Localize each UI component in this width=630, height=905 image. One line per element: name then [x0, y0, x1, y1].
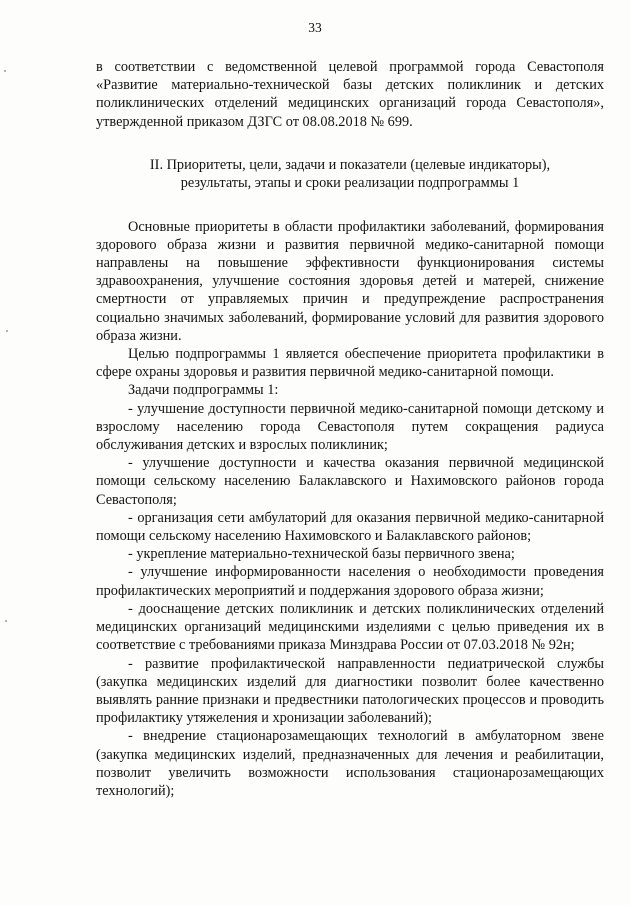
task-item: - развитие профилактической направленности педиатрической службы (закупка медицинских изделий для диагностики позволит более качественно выявлять ранние признаки и предвестники патологических процессов и проводить профилактику утяжеления и хронизации заболеваний); [96, 655, 604, 727]
task-item: - дооснащение детских поликлиник и детских поликлинических отделений медицинских организаций медицинскими изделиями с целью приведения их в соответствие с требованиями приказа Минздрава России от 07.03.2018 № 92н; [96, 600, 604, 654]
task-item: - организация сети амбулаторий для оказания первичной медико-санитарной помощи сельскому населению Нахимовского и Балаклавского районов; [96, 509, 604, 545]
section-title: II. Приоритеты, цели, задачи и показатели (целевые индикаторы), результаты, этапы и сроки реализации подпрограммы 1 [149, 156, 551, 192]
task-item: - внедрение стационарозамещающих технологий в амбулаторном звене (закупка медицинских изделий, предназначенных для лечения и реабилитации, позволит увеличить возможности использования стационарозамещающих технологий); [96, 728, 604, 799]
tasks-list [96, 400, 604, 800]
page-number: 33 [308, 20, 322, 35]
scan-speck [5, 620, 7, 622]
scan-speck [4, 70, 6, 72]
task-item: - улучшение информированности населения о необходимости проведения профилактических мероприятий и поддержания здорового образа жизни; [96, 564, 604, 599]
intro-paragraph: в соответствии с ведомственной целевой программой города Севастополя «Развитие материально-технической базы детских поликлиник и детских поликлинических отделений медицинских организаций города Севастополя», утвержденной приказом ДЗГС от 08.08.2018 № 699. [96, 59, 604, 130]
tasks-heading: Задачи подпрограммы 1: [128, 382, 279, 399]
priorities-paragraph: Основные приоритеты в области профилактики заболеваний, формирования здорового образа жизни и развития первичной медико-санитарной помощи направлены на повышение эффективности функционирования системы здравоохранения, улучшение состояния здоровья детей и матерей, снижение смертности от управляемых причин и предупреждение распространения социально значимых заболеваний, формирование условий для развития здорового образа жизни. [96, 218, 604, 344]
task-item: - укрепление материально-технической базы первичного звена; [128, 546, 515, 563]
page-content [96, 58, 604, 800]
task-item: - улучшение доступности и качества оказания первичной медицинской помощи сельскому населению Балаклавского и Нахимовского районов города Севастополя; [96, 455, 604, 508]
task-item: - улучшение доступности первичной медико-санитарной помощи детскому и взрослому населению города Севастополя путем сокращения радиуса обслуживания детских и взрослых поликлиник; [96, 400, 604, 454]
goal-paragraph: Целью подпрограммы 1 является обеспечение приоритета профилактики в сфере охраны здоровья и развития первичной медико-санитарной помощи. [96, 346, 604, 381]
scan-speck [6, 330, 8, 332]
